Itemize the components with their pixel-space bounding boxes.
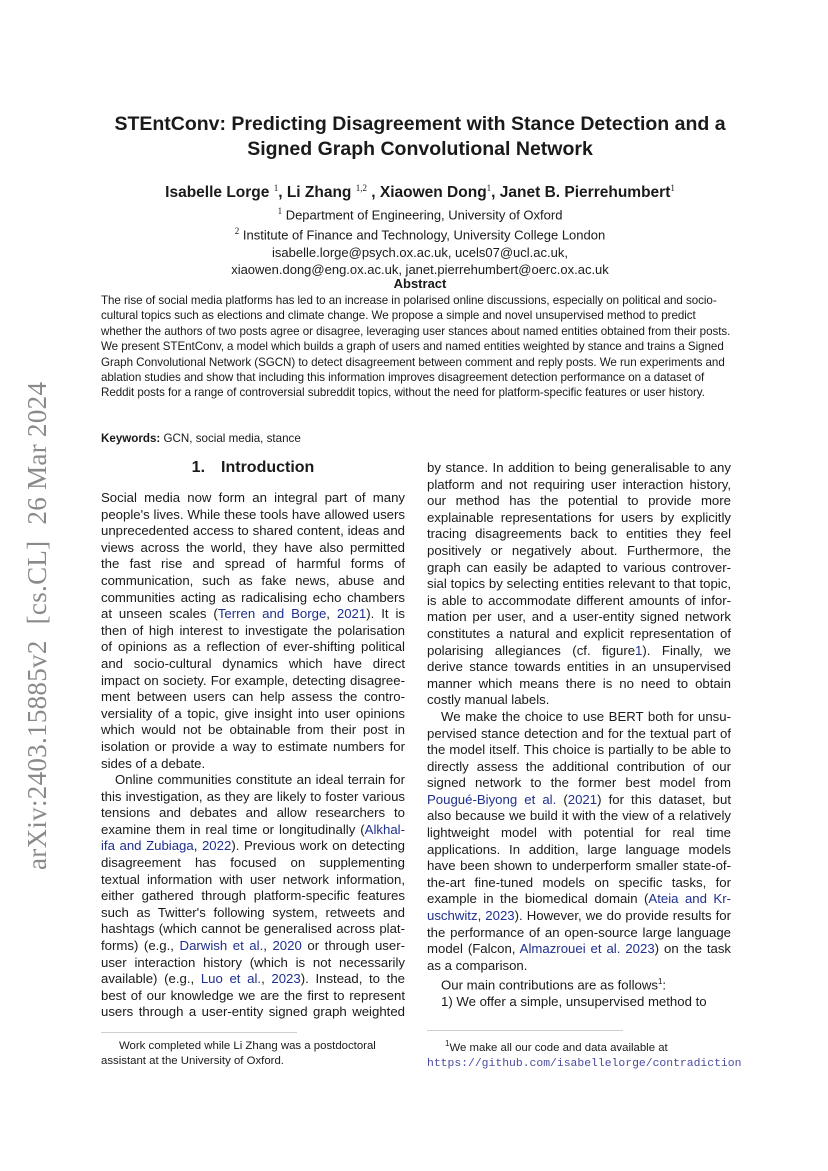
author-affiliation-mark: 1 (670, 183, 675, 193)
body-text: ). Previous work on detecting disagreement has focused on supplementing textual information with user network information, either gathered through platform-specific features such as Twitter's following system, retweets and hashtags (which cannot be generalised across platforms) (e.g., (101, 838, 405, 954)
affiliations (90, 203, 750, 278)
intro-paragraph-4 (427, 974, 731, 994)
author-name: Li Zhang (286, 184, 352, 202)
title-line-1: STEntConv: Predicting Disagreement with Stance Detection and a (114, 113, 726, 135)
footnote-left (101, 1039, 405, 1069)
keywords-label: Keywords: (101, 432, 161, 445)
citation-link[interactable]: Terren and Borge (217, 606, 327, 622)
author-name: Xiaowen Dong (379, 184, 487, 202)
author-affiliation-mark: 1 (273, 183, 279, 193)
footnote-rule (101, 1032, 297, 1033)
body-text: ). Finally, we derive stance towards entities in an unsupervised manner which means there is no need to obtain costly manual labels. (427, 642, 731, 708)
body-text: Social media now form an integral part of many people's lives. While these tools have allowed users unprecedented access to shared content, ideas and views across the world, they have also permitted the fast rise and spread of harmful forms of communication, such as fake news, abuse and communities acting as radicalising echo chambers at unseen scales ( (101, 490, 405, 622)
affiliation-2 (90, 223, 750, 243)
code-repository-link[interactable]: https://github.com/isabellelorge/contradiction (427, 1057, 742, 1070)
citation-link[interactable]: Alkhalifa and Zubiaga (101, 821, 405, 854)
citation-year-link[interactable]: 2022 (201, 838, 232, 854)
body-text: ) for this dataset, but also because we build it with the view of a relatively lightweight model with potential for real time applications. In addition, large language models have been shown to underperform smaller state-of-the-art fine-tuned models on specific tasks, for example in the biomedical domain ( (427, 791, 732, 907)
body-text: ). Instead, to the best of our knowledge we are the first to represent users through a user-entity signed graph weighted (101, 971, 406, 1020)
body-text: ) on the task as a comparison. (427, 941, 732, 973)
citation-year-link[interactable]: 2021 (336, 606, 367, 622)
body-text: ). It is then of high interest to investigate the polarisation of opinions as a reflection of ever-shifting political and socio-cultural dynamics which have direct impact on society. For example, detecting disagreement between users can help assess the controversiality of a topic, give insight into user opinions which would not be obtainable from their post in isolation or provide a way to estimate numbers for sides of a debate. (101, 606, 406, 771)
affiliation-mark: 1 (277, 206, 283, 216)
author-affiliation-mark: 1 (486, 183, 492, 193)
section-heading (101, 459, 405, 477)
right-column (427, 460, 731, 1011)
intro-paragraph-3 (427, 709, 731, 975)
author-list: Isabelle Lorge $^1$, Li Zhang $^{1,2}$ , Xiaowen Dong$^1$, Janet B. Pierrehumbert$^1$ (165, 183, 675, 202)
citation-link[interactable]: Pougué-Biyong et al. (427, 791, 557, 807)
citation-year-link[interactable]: 2021 (567, 791, 598, 807)
emails-line-1: isabelle.lorge@psych.ox.ac.uk, ucels07@ucl.ac.uk, (272, 244, 568, 260)
figure-reference-link[interactable]: 1 (635, 642, 643, 658)
intro-paragraph-2-continued (427, 460, 731, 709)
body-text: or through user-user interaction history (which is not necessarily available) (e.g., (101, 938, 405, 987)
citation-link[interactable]: Ateia and Kruschwitz (427, 891, 731, 924)
body-text: Our main contributions are as follows (441, 977, 658, 993)
author-name: Isabelle Lorge (165, 184, 270, 202)
author-affiliation-mark: 1,2 (355, 183, 367, 193)
body-text: by stance. In addition to being generalisable to any platform and not requiring user interaction history, our method has the potential to provide more explainable representations for users by explicitly tracing disagreements back to entities they feel positively or negatively about. Furthermore, the graph can easily be adapted to various controversial topics by selecting entities relevant to that topic, is able to accommodate different amounts of information per user, and a user-entity signed network constitutes a natural and explicit representation of polarising allegiances (cf. figure (427, 460, 731, 658)
affiliation-text: Department of Engineering, University of Oxford (285, 207, 563, 223)
body-text: ( (556, 791, 568, 807)
abstract-heading: Abstract (393, 276, 447, 291)
body-text: , (261, 971, 272, 987)
body-text: , (326, 606, 337, 622)
left-column (101, 490, 405, 1021)
citation-link[interactable]: Luo et al. (200, 971, 262, 987)
citation-year-link[interactable]: 2023 (485, 908, 515, 924)
footnote-mark: 1 (445, 1039, 450, 1048)
citation-year-link[interactable]: 2023 (271, 971, 301, 987)
affiliation-text: Institute of Finance and Technology, University College London (242, 227, 606, 243)
arxiv-stamp (22, 366, 53, 870)
body-text: , (263, 938, 273, 954)
footnote-text: Work completed while Li Zhang was a postdoctoral assistant at the University of Oxford. (101, 1040, 376, 1067)
title-line-2: Signed Graph Convolutional Network (247, 138, 593, 160)
body-text: We make the choice to use BERT both for unsupervised stance detection and for the textual part of the model itself. This choice is partially to be able to directly assess the additional contribution of our signed network to the former best model from (427, 708, 731, 791)
keywords (101, 432, 301, 445)
body-text: : (662, 977, 667, 993)
arxiv-category: [cs.CL] (22, 540, 52, 625)
section-number: 1. (191, 459, 206, 476)
footnote-rule (427, 1030, 623, 1031)
arxiv-id: arXiv:2403.15885v2 (22, 640, 52, 870)
citation-link[interactable]: Almazrouei et al. 2023 (519, 941, 655, 957)
body-text: , (193, 838, 202, 854)
arxiv-date: 26 Mar 2024 (22, 381, 52, 525)
abstract-text: The rise of social media platforms has led to an increase in polarised online discussions, especially on political and socio-cultural topics such as elections and climate change. We propose a simple and novel unsupervised method to predict whether the authors of two posts agree or disagree, leveraging user stances about named entities obtained from their posts. We present STEntConv, a model which builds a graph of users and named entities weighted by stance and trains a Signed Graph Convolutional Network (SGCN) to detect disagreement between comment and reply posts. We run experiments and ablation studies and show that including this information improves disagreement detection performance on a dataset of Reddit posts for a range of controversial subreddit topics, without the need for platform-specific features or user history. (101, 294, 731, 400)
author-name: Janet B. Pierrehumbert (499, 184, 671, 202)
footnote-reference[interactable]: 1 (657, 977, 663, 987)
emails-line-2: xiaowen.dong@eng.ox.ac.uk, janet.pierrehumbert@oerc.ox.ac.uk (231, 261, 609, 277)
paper-title (90, 112, 750, 162)
intro-paragraph-2 (101, 772, 405, 1021)
affiliation-mark: 2 (234, 226, 240, 237)
body-text: , (477, 908, 486, 924)
footnote-right (427, 1036, 742, 1072)
citation-link[interactable]: Darwish et al. (179, 938, 264, 954)
keywords-value: GCN, social media, stance (163, 432, 301, 445)
affiliation-1 (90, 203, 750, 223)
body-text: ). However, we do provide results for the performance of an open-source large language model (Falcon, (427, 908, 731, 957)
body-text: Online communities constitute an ideal terrain for this investigation, as they are likely to foster various tensions and debates and allow researchers to examine them in real time or longitudinally ( (101, 772, 405, 837)
section-title: Introduction (221, 459, 315, 476)
footnote-text: We make all our code and data available at (449, 1041, 668, 1054)
citation-year-link[interactable]: 2020 (272, 938, 302, 954)
intro-paragraph-1 (101, 490, 405, 772)
contribution-item-1: 1) We offer a simple, unsupervised method to (441, 994, 707, 1010)
